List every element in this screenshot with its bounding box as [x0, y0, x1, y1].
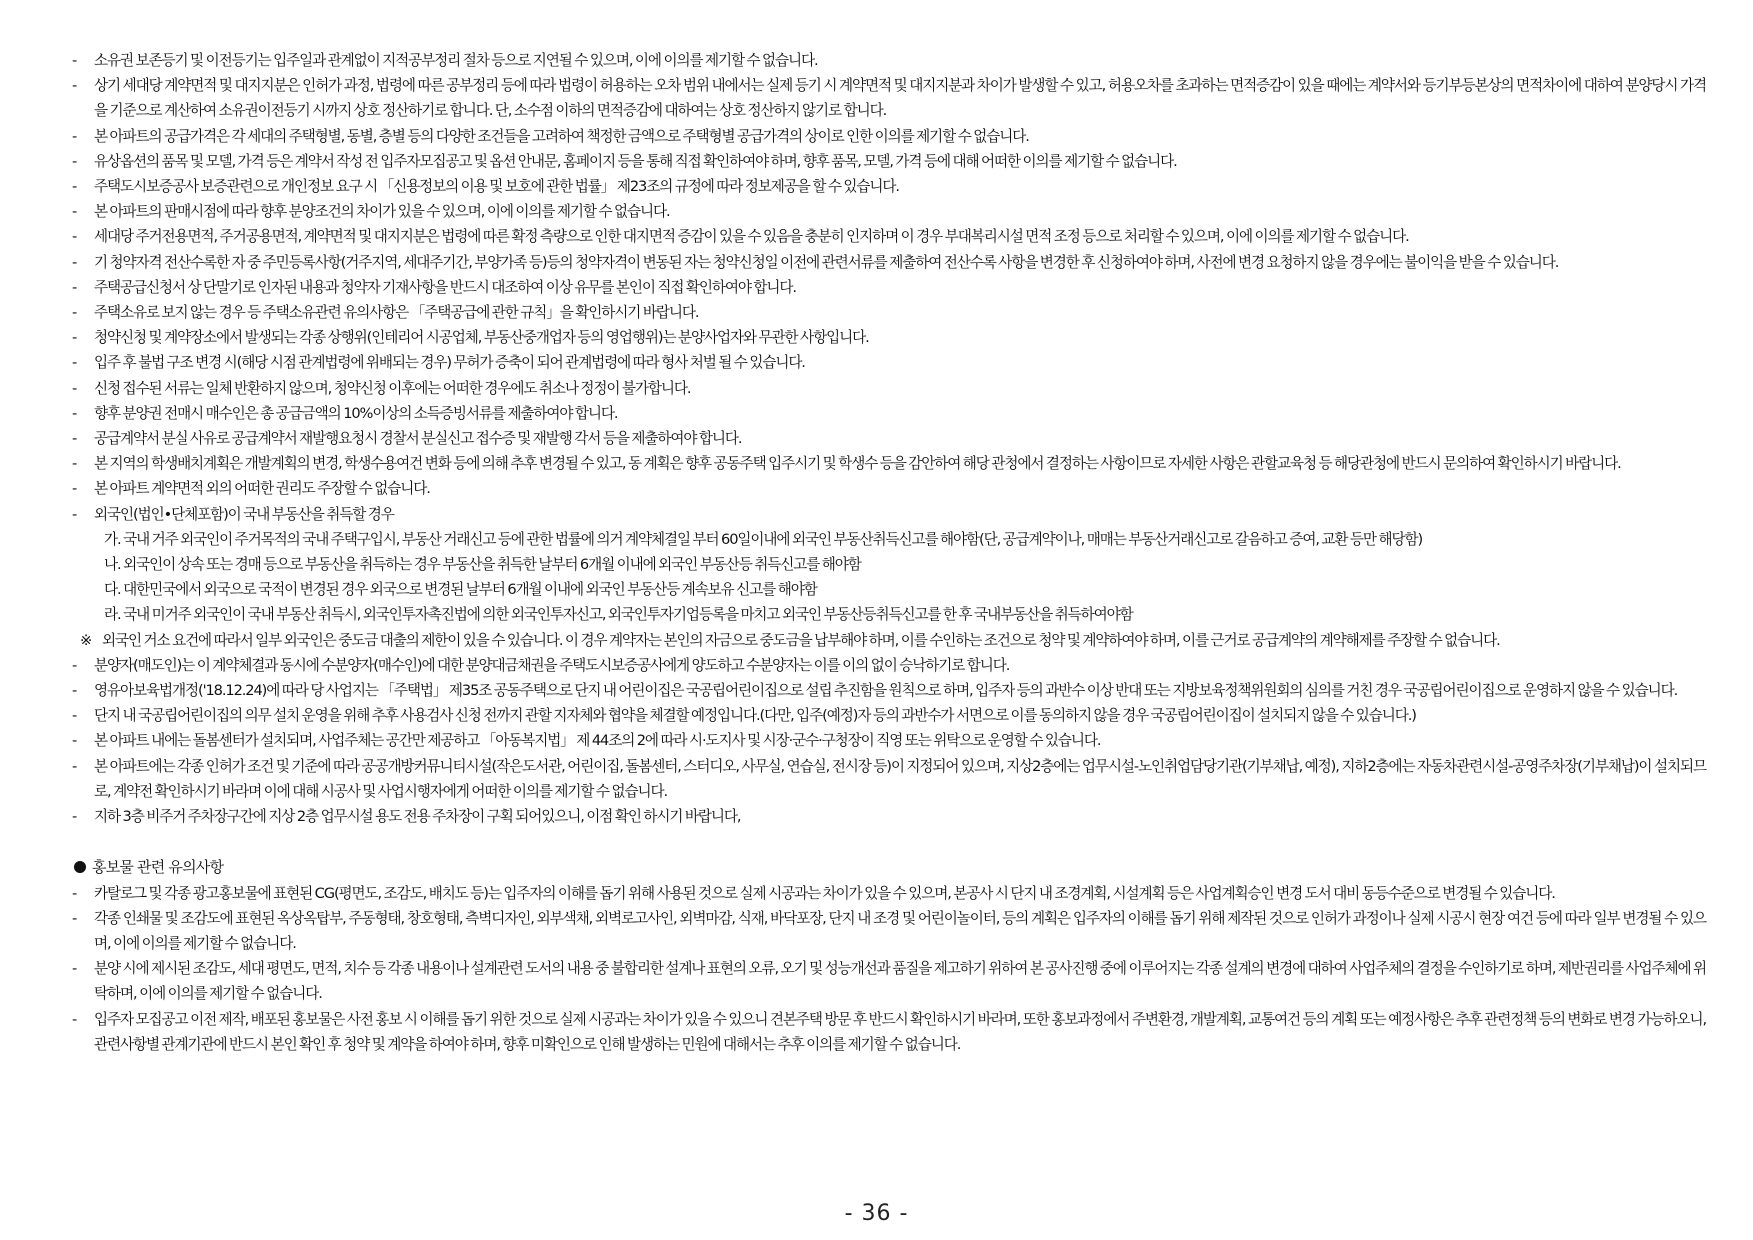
- document-body: [72, 48, 1706, 1057]
- note-item: [72, 451, 1706, 476]
- notes-after-list: [72, 653, 1706, 829]
- note-text: 본 아파트 내에는 돌봄센터가 설치되며, 사업주체는 공간만 제공하고 「아동복지법」 제 44조의 2에 따라 시·도지사 및 시장·군수·구청장이 직영 또는 위탁으로 운영할 수 있습니다.: [94, 732, 1101, 750]
- dash-marker: -: [72, 707, 77, 725]
- note-text: 본 아파트의 판매시점에 따라 향후 분양조건의 차이가 있을 수 있으며, 이에 이의를 제기할 수 없습니다.: [94, 203, 670, 221]
- promo-items-list: [72, 881, 1706, 1057]
- dash-marker: -: [72, 329, 77, 347]
- dash-marker: -: [72, 354, 77, 372]
- foreign-subitems: [72, 527, 1706, 628]
- page-number: - 36 -: [844, 1201, 909, 1226]
- dash-marker: -: [72, 127, 77, 145]
- foreign-subitem: 라. 국내 미거주 외국인이 국내 부동산 취득시, 외국인투자촉진법에 의한 외국인투자신고, 외국인투자기업등록을 마치고 외국인 부동산등취득신고를 한 후 국내부동산을 취득하여야함: [104, 606, 1133, 624]
- note-text: 주택소유로 보지 않는 경우 등 주택소유관련 유의사항은 「주택공급에 관한 규칙」을 확인하시기 바랍니다.: [94, 304, 699, 322]
- dash-marker: -: [72, 379, 77, 397]
- promo-section-heading: [72, 855, 1706, 880]
- dash-marker: -: [72, 1010, 77, 1028]
- note-text: 주택공급신청서 상 단말기로 인자된 내용과 청약자 기재사항을 반드시 대조하여 이상 유무를 본인이 직접 확인하여야 합니다.: [94, 278, 796, 296]
- dash-marker: -: [72, 505, 77, 523]
- dash-marker: -: [72, 430, 77, 448]
- foreign-subitem: 나. 외국인이 상속 또는 경매 등으로 부동산을 취득하는 경우 부동산을 취득한 날부터 6개월 이내에 외국인 부동산등 취득신고를 해야함: [104, 556, 861, 574]
- foreign-note-text: 외국인 거소 요건에 따라서 일부 외국인은 중도금 대출의 제한이 있을 수 있습니다. 이 경우 계약자는 본인의 자금으로 중도금을 납부해야 하며, 이를 수인하는 조건으로 청약 및 계약하여야 하며, 이를 근거로 공급계약의 계약해제를 주장할 수 없습니다.: [102, 631, 1500, 649]
- foreign-note: [80, 628, 1706, 653]
- note-item: [72, 678, 1706, 703]
- dash-marker: -: [72, 732, 77, 750]
- dash-marker: -: [72, 203, 77, 221]
- note-text: 본 아파트에는 각종 인허가 조건 및 기준에 따라 공공개방커뮤니티시설(작은도서관, 어린이집, 돌봄센터, 스터디오, 사무실, 연습실, 전시장 등)이 지정되어 있으며, 지상2층에는 업무시설-노인취업담당기관(기부채납, 예정), 지하2층에는 자동차관련시설-공영주차장(기부채납)이 설치되므로, 계약전 확인하시기 바라며 이에 대해 시공사 및 사업시행자에게 어떠한 이의를 제기할 수 없습니다.: [94, 757, 1706, 800]
- note-item: [72, 376, 1706, 401]
- note-text: 세대당 주거전용면적, 주거공용면적, 계약면적 및 대지지분은 법령에 따른 확정 측량으로 인한 대지면적 증감이 있을 수 있음을 충분히 인지하며 이 경우 부대복리시설 면적 조정 등으로 처리할 수 있으며, 이에 이의를 제기할 수 없습니다.: [94, 228, 1409, 246]
- note-item: [72, 325, 1706, 350]
- note-item: [72, 199, 1706, 224]
- note-item: [72, 502, 1706, 527]
- dash-marker: -: [72, 884, 77, 902]
- dash-marker: -: [72, 455, 77, 473]
- note-text: 지하 3층 비주거 주차장구간에 지상 2층 업무시설 용도 전용 주차장이 구획 되어있으니, 이점 확인 하시기 바랍니다,: [94, 808, 741, 826]
- note-text: 외국인(법인•단체포함)이 국내 부동산을 취득할 경우: [94, 505, 394, 523]
- note-marker: ※: [80, 631, 92, 649]
- note-text: 청약신청 및 계약장소에서 발생되는 각종 상행위(인테리어 시공업체, 부동산중개업자 등의 영업행위)는 분양사업자와 무관한 사항입니다.: [94, 329, 869, 347]
- note-text: 향후 분양권 전매시 매수인은 총 공급금액의 10%이상의 소득증빙서류를 제출하여야 합니다.: [94, 404, 618, 422]
- note-text: 상기 세대당 계약면적 및 대지지분은 인허가 과정, 법령에 따른 공부정리 등에 따라 법령이 허용하는 오차 범위 내에서는 실제 등기 시 계약면적 및 대지지분과 차이가 발생할 수 있고, 허용오차를 초과하는 면적증감이 있을 때에는 계약서와 등기부등본상의 면적차이에 대하여 분양당시 가격을 기준으로 계산하여 소유권이전등기 시까지 상호 정산하기로 합니다. 단, 소수점 이하의 면적증감에 대하여는 상호 정산하지 않기로 합니다.: [94, 77, 1706, 120]
- note-item: [72, 124, 1706, 149]
- notes-list: [72, 48, 1706, 527]
- note-text: 공급계약서 분실 사유로 공급계약서 재발행요청시 경찰서 분실신고 접수증 및 재발행 각서 등을 제출하여야 합니다.: [94, 430, 742, 448]
- dash-marker: -: [72, 960, 77, 978]
- bullet-icon: [74, 861, 86, 873]
- dash-marker: -: [72, 656, 77, 674]
- note-text: 입주 후 불법 구조 변경 시(해당 시점 관계법령에 위배되는 경우) 무허가 증축이 되어 관계법령에 따라 형사 처벌 될 수 있습니다.: [94, 354, 805, 372]
- dash-marker: -: [72, 909, 77, 927]
- dash-marker: -: [72, 228, 77, 246]
- note-text: 영유아보육법개정('18.12.24)에 따라 당 사업지는 「주택법」 제35조 공동주택으로 단지 내 어린이집은 국공립어린이집으로 설립 추진함을 원칙으로 하며, 입주자 등의 과반수 이상 반대 또는 지방보육정책위원회의 심의를 거친 경우 국공립어린이집으로 운영하지 않을 수 있습니다.: [94, 682, 1678, 700]
- note-text: 본 지역의 학생배치계획은 개발계획의 변경, 학생수용여건 변화 등에 의해 추후 변경될 수 있고, 동 계획은 향후 공동주택 입주시기 및 학생수 등을 감안하여 해당 관청에서 결정하는 사항이므로 자세한 사항은 관할교육청 등 해당관청에 반드시 문의하여 확인하시기 바랍니다.: [94, 455, 1621, 473]
- promo-item: [72, 881, 1706, 906]
- note-item: [72, 426, 1706, 451]
- note-text: 신청 접수된 서류는 일체 반환하지 않으며, 청약신청 이후에는 어떠한 경우에도 취소나 정정이 불가합니다.: [94, 379, 691, 397]
- foreign-subitem: 가. 국내 거주 외국인이 주거목적의 국내 주택구입시, 부동산 거래신고 등에 관한 법률에 의거 계약체결일 부터 60일이내에 외국인 부동산취득신고를 해야함(단, 공급계약이나, 매매는 부동산거래신고로 갈음하고 증여, 교환 등만 해당함): [104, 530, 1423, 548]
- note-text: 본 아파트 계약면적 외의 어떠한 권리도 주장할 수 없습니다.: [94, 480, 430, 498]
- note-item: [72, 804, 1706, 829]
- promo-heading-text: 홍보물 관련 유의사항: [92, 858, 224, 877]
- dash-marker: -: [72, 253, 77, 271]
- note-text: 주택도시보증공사 보증관련으로 개인정보 요구 시 「신용정보의 이용 및 보호에 관한 법률」 제23조의 규정에 따라 정보제공을 할 수 있습니다.: [94, 178, 899, 196]
- note-item: [72, 275, 1706, 300]
- note-item: [72, 300, 1706, 325]
- note-text: 기 청약자격 전산수록한 자 중 주민등록사항(거주지역, 세대주기간, 부양가족 등)등의 청약자격이 변동된 자는 청약신청일 이전에 관련서류를 제출하여 전산수록 사항을 변경한 후 신청하여야 하며, 사전에 변경 요청하지 않을 경우에는 불이익을 받을 수 있습니다.: [94, 253, 1559, 271]
- dash-marker: -: [72, 278, 77, 296]
- note-item: [72, 401, 1706, 426]
- note-item: [72, 653, 1706, 678]
- promo-item-text: 입주자 모집공고 이전 제작, 배포된 홍보물은 사전 홍보 시 이해를 돕기 위한 것으로 실제 시공과는 차이가 있을 수 있으니 견본주택 방문 후 반드시 확인하시기 바라며, 또한 홍보과정에서 주변환경, 개발계획, 교통여건 등의 계획 또는 예정사항은 추후 관련정책 등의 변화로 변경 가능하오니, 관련사항별 관계기관에 반드시 본인 확인 후 청약 및 계약을 하여야 하며, 향후 미확인으로 인해 발생하는 민원에 대해서는 추후 이의를 제기할 수 없습니다.: [94, 1010, 1706, 1053]
- promo-item-text: 분양 시에 제시된 조감도, 세대 평면도, 면적, 치수 등 각종 내용이나 설계관련 도서의 내용 중 불합리한 설계나 표현의 오류, 오기 및 성능개선과 품질을 제고하기 위하여 본 공사진행 중에 이루어지는 각종 설계의 변경에 대하여 사업주체의 결정을 수인하기로 하며, 제반권리를 사업주체에 위탁하며, 이에 이의를 제기할 수 없습니다.: [94, 960, 1706, 1003]
- note-item: [72, 250, 1706, 275]
- note-item: [72, 174, 1706, 199]
- note-text: 분양자(매도인)는 이 계약체결과 동시에 수분양자(매수인)에 대한 분양대금채권을 주택도시보증공사에게 양도하고 수분양자는 이를 이의 없이 승낙하기로 합니다.: [94, 656, 1010, 674]
- section-gap: [72, 829, 1706, 855]
- dash-marker: -: [72, 480, 77, 498]
- promo-item-text: 각종 인쇄물 및 조감도에 표현된 옥상옥탑부, 주동형태, 창호형태, 측벽디자인, 외부색채, 외벽로고사인, 외벽마감, 식재, 바닥포장, 단지 내 조경 및 어린이놀이터, 등의 계획은 입주자의 이해를 돕기 위해 제작된 것으로 인허가 과정이나 실제 시공시 현장 여건 등에 따라 일부 변경될 수 있으며, 이에 이의를 제기할 수 없습니다.: [94, 909, 1706, 952]
- note-text: 본 아파트의 공급가격은 각 세대의 주택형별, 동별, 층별 등의 다양한 조건들을 고려하여 책정한 금액으로 주택형별 공급가격의 상이로 인한 이의를 제기할 수 없습니다.: [94, 127, 1029, 145]
- note-item: [72, 728, 1706, 753]
- note-text: 유상옵션의 품목 및 모델, 가격 등은 계약서 작성 전 입주자모집공고 및 옵션 안내문, 홈페이지 등을 통해 직접 확인하여야 하며, 향후 품목, 모델, 가격 등에 대해 어떠한 이의를 제기할 수 없습니다.: [94, 152, 1177, 170]
- note-text: 단지 내 국공립어린이집의 의무 설치 운영을 위해 추후 사용검사 신청 전까지 관할 지자체와 협약을 체결할 예정입니다.(다만, 입주(예정)자 등의 과반수가 서면으로 이를 동의하지 않을 경우 국공립어린이집이 설치되지 않을 수 있습니다.): [94, 707, 1416, 725]
- note-item: [72, 224, 1706, 249]
- note-text: 소유권 보존등기 및 이전등기는 입주일과 관계없이 지적공부정리 절차 등으로 지연될 수 있으며, 이에 이의를 제기할 수 없습니다.: [94, 52, 818, 69]
- foreign-subitem: 다. 대한민국에서 외국으로 국적이 변경된 경우 외국으로 변경된 날부터 6개월 이내에 외국인 부동산등 계속보유 신고를 해야함: [104, 581, 817, 599]
- promo-item: [72, 956, 1706, 1006]
- dash-marker: -: [72, 682, 77, 700]
- note-item: [72, 149, 1706, 174]
- promo-item: [72, 1007, 1706, 1057]
- note-item: [72, 754, 1706, 804]
- promo-item: [72, 906, 1706, 956]
- dash-marker: -: [72, 808, 77, 826]
- note-item: [72, 703, 1706, 728]
- dash-marker: -: [72, 757, 77, 775]
- note-item: [72, 73, 1706, 123]
- dash-marker: -: [72, 77, 77, 95]
- dash-marker: -: [72, 404, 77, 422]
- note-item: [72, 48, 1706, 73]
- note-item: [72, 350, 1706, 375]
- dash-marker: -: [72, 152, 77, 170]
- promo-item-text: 카탈로그 및 각종 광고홍보물에 표현된 CG(평면도, 조감도, 배치도 등)는 입주자의 이해를 돕기 위해 사용된 것으로 실제 시공과는 차이가 있을 수 있으며, 본공사 시 단지 내 조경계획, 시설계획 등은 사업계획승인 변경 도서 대비 동등수준으로 변경될 수 있습니다.: [94, 884, 1555, 902]
- note-item: [72, 476, 1706, 501]
- dash-marker: -: [72, 52, 77, 69]
- dash-marker: -: [72, 304, 77, 322]
- dash-marker: -: [72, 178, 77, 196]
